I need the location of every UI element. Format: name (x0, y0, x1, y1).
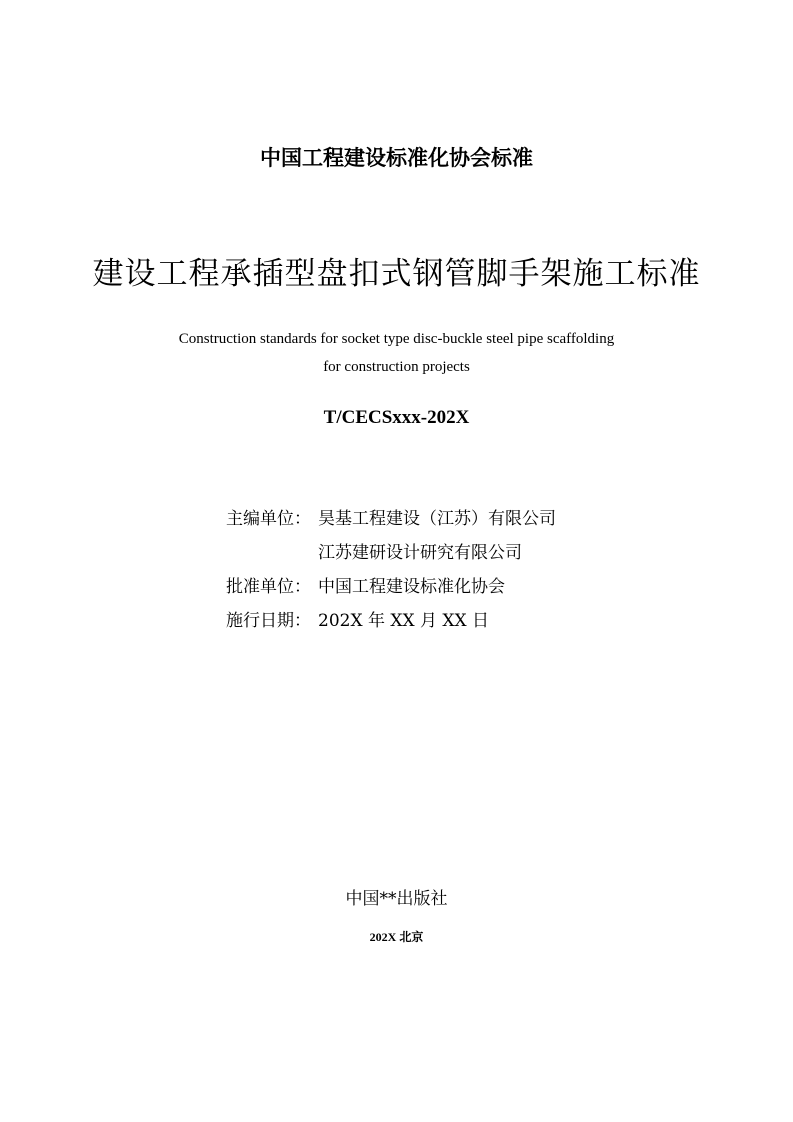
approver-unit: 中国工程建设标准化协会 (318, 577, 505, 597)
document-title-english (0, 325, 793, 381)
publisher: 中国**出版社 (345, 889, 448, 909)
editor-unit-2: 江苏建研设计研究有限公司 (318, 543, 522, 563)
issuing-organization: 中国工程建设标准化协会标准 (260, 146, 533, 170)
approver-row (226, 570, 556, 604)
title-english-line-2: for construction projects (323, 359, 470, 375)
effective-date: 202X 年 XX 月 XX 日 (318, 611, 489, 631)
editor-row-2 (226, 536, 556, 570)
publication-year-place: 202X 北京 (369, 930, 424, 944)
editor-unit-1: 昊基工程建设（江苏）有限公司 (318, 509, 556, 529)
editor-label: 主编单位： (226, 509, 311, 529)
editor-label-spacer (226, 536, 318, 570)
standard-code: T/CECSxxx-202X (323, 407, 470, 428)
approver-label: 批准单位： (226, 577, 311, 597)
effective-date-row (226, 604, 556, 638)
title-english-line-1: Construction standards for socket type disc-buckle steel pipe scaffolding (178, 331, 615, 347)
document-info-block (226, 502, 556, 638)
document-title-chinese: 建设工程承插型盘扣式钢管脚手架施工标准 (92, 256, 701, 292)
editor-row (226, 502, 556, 536)
effective-date-label: 施行日期： (226, 611, 311, 631)
